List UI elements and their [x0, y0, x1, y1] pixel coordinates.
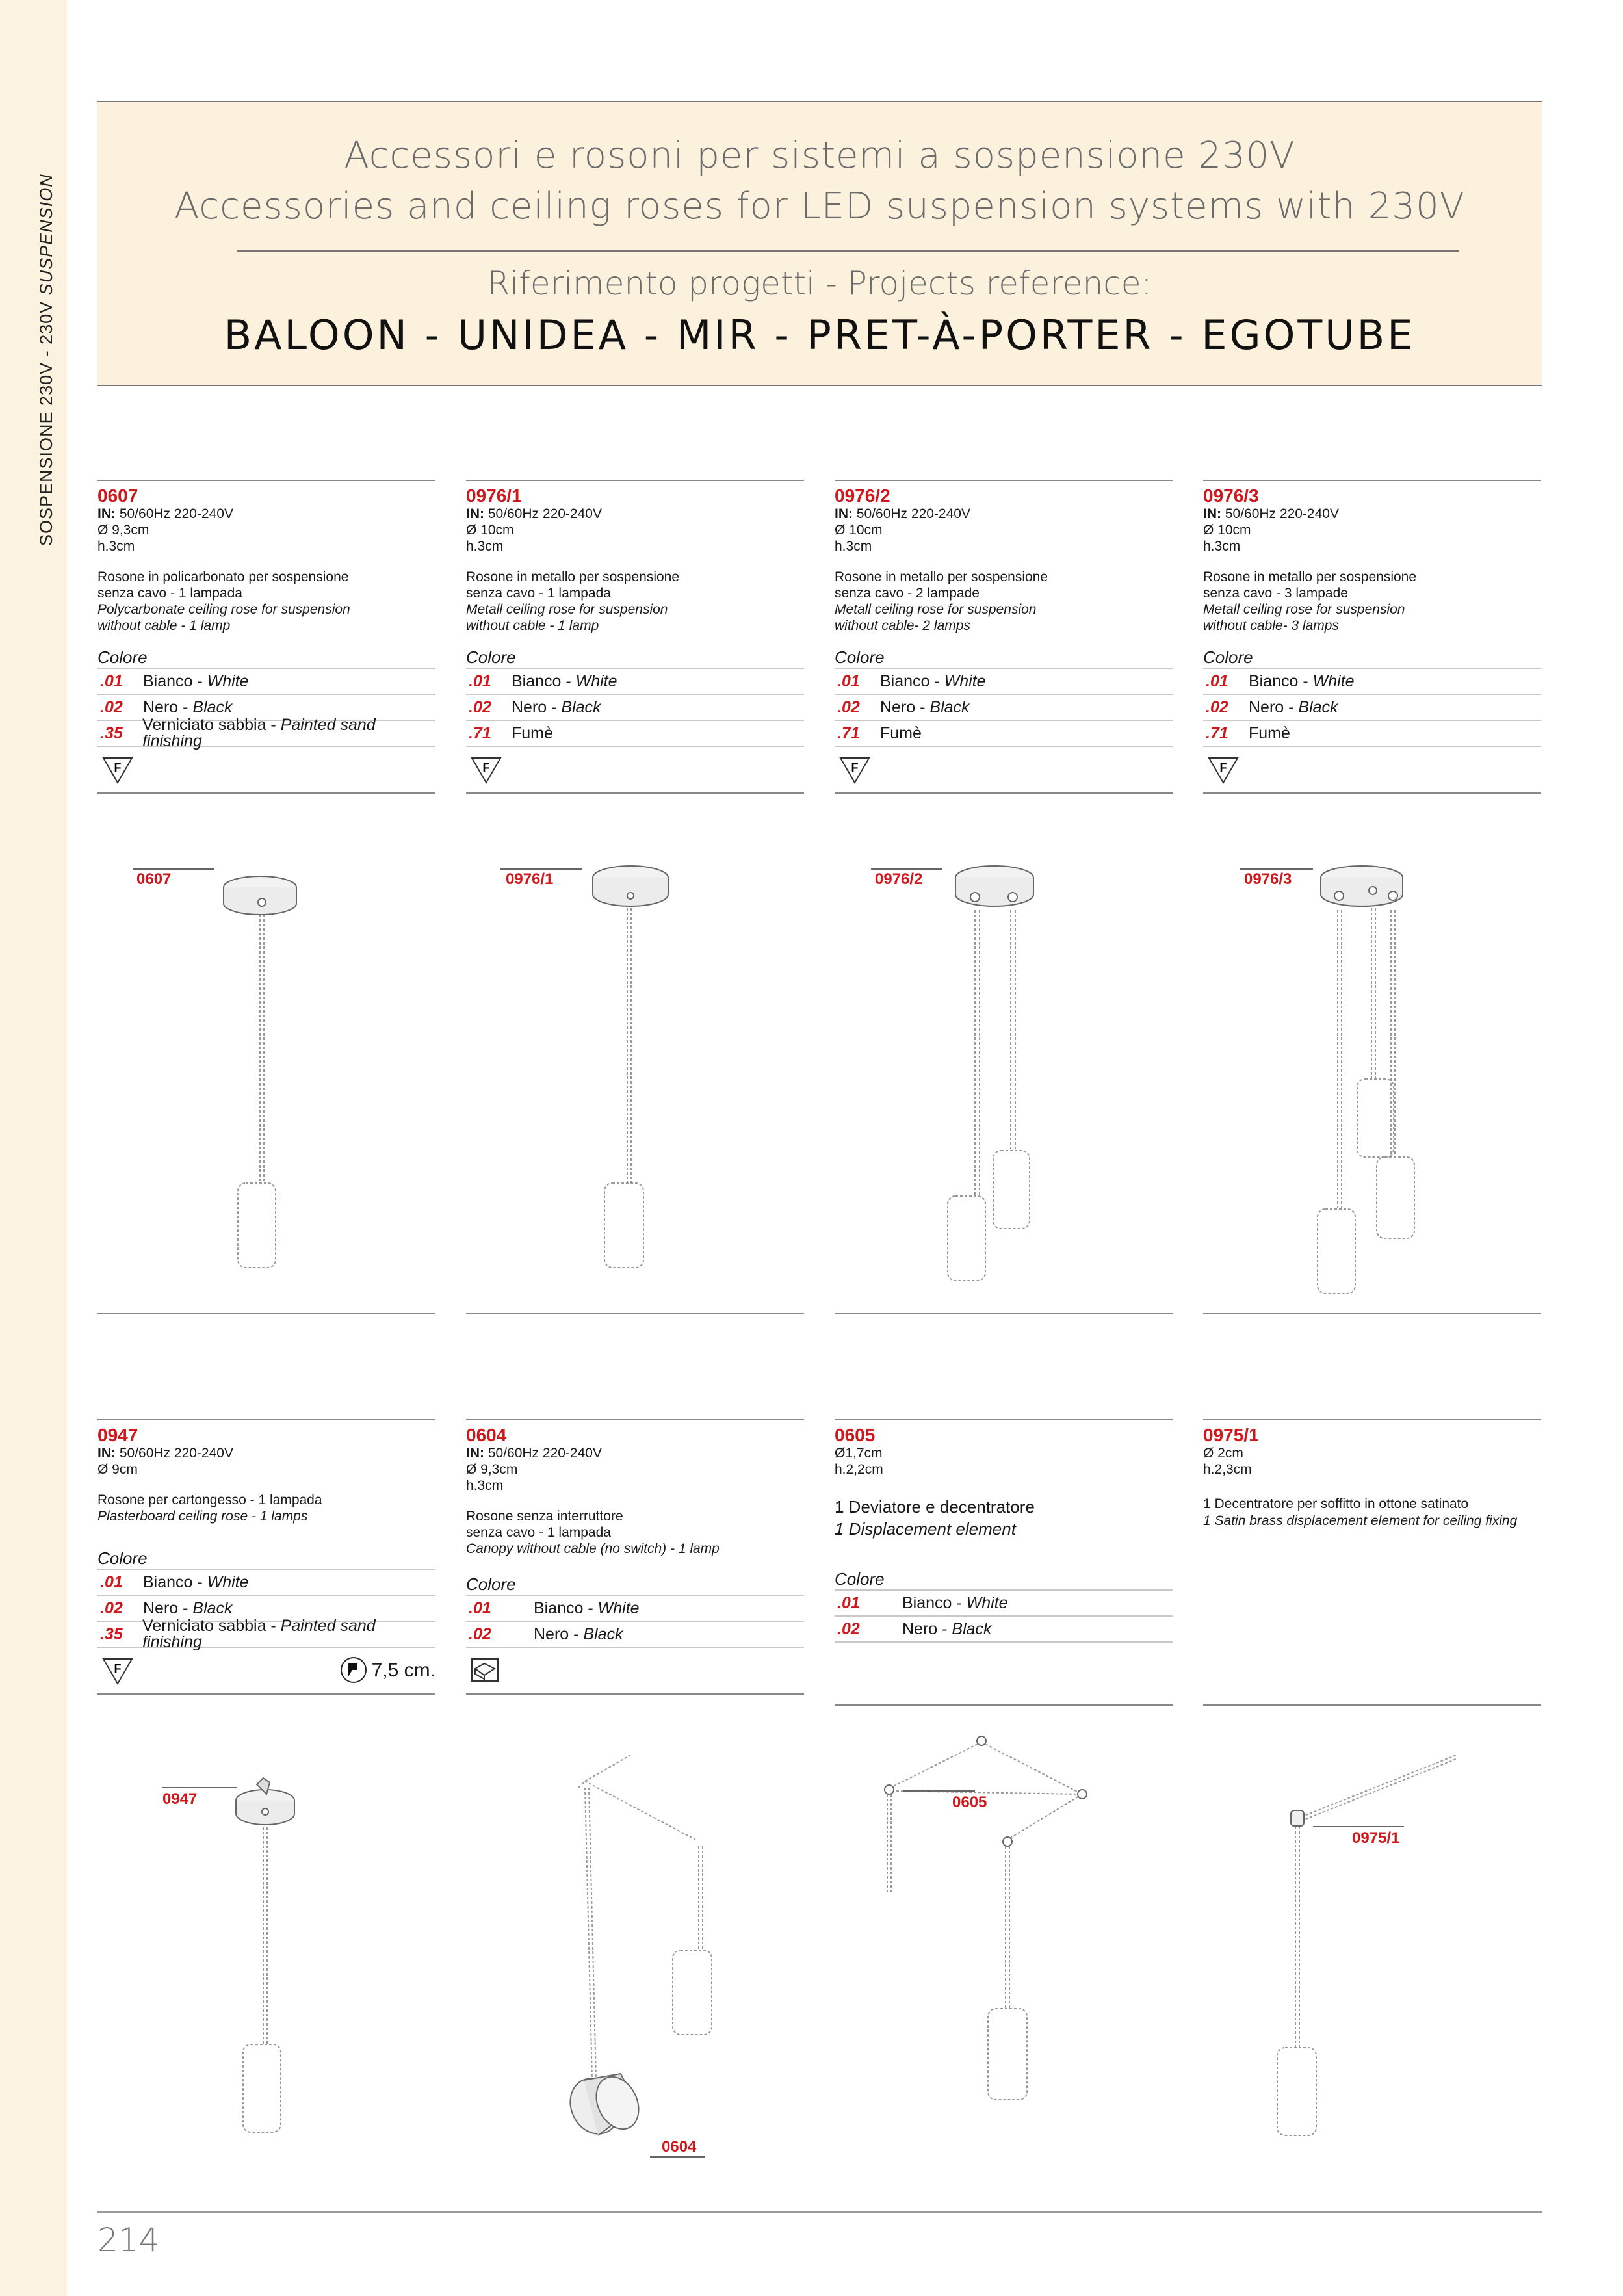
- card-bottom-rule: [466, 1693, 804, 1695]
- product-description: 1 Decentratore per soffitto in ottone satinato 1 Satin brass displacement element for ceiling fixing: [1203, 1496, 1518, 1528]
- product-card-0976-1: [466, 480, 804, 794]
- product-card-0604: [466, 1419, 804, 1695]
- color-row: .02 Nero - Black: [466, 694, 804, 720]
- product-input: IN: 50/60Hz 220-240V: [97, 1446, 233, 1461]
- header-banner: [97, 101, 1542, 386]
- product-input: IN: 50/60Hz 220-240V: [466, 506, 602, 521]
- side-label-italic: SUSPENSION: [36, 174, 56, 296]
- color-table: [466, 668, 804, 747]
- color-row: .02 Nero - Black: [1203, 694, 1541, 720]
- cutout-measure: 7,5 cm.: [339, 1656, 435, 1684]
- color-table: [97, 1569, 435, 1651]
- color-table: [1203, 668, 1541, 747]
- row1-diagrams: [97, 832, 1542, 1326]
- f-mark-icon: [1207, 756, 1240, 785]
- footer-rule: [97, 2211, 1542, 2213]
- colore-label: Colore: [835, 647, 885, 667]
- product-diameter: Ø 9,3cm: [466, 1462, 518, 1477]
- product-code: 0605: [835, 1425, 876, 1445]
- product-height: h.3cm: [97, 539, 135, 554]
- diagram-code: 0976/2: [875, 870, 923, 888]
- colore-label: Colore: [466, 1574, 516, 1594]
- svg-text:F: F: [114, 1662, 122, 1675]
- color-row: .35 Verniciato sabbia - Painted sand finishing: [97, 720, 435, 747]
- product-code: 0976/1: [466, 486, 522, 506]
- diagram-code: 0605: [952, 1794, 987, 1811]
- card-bottom-rule: [97, 1693, 435, 1695]
- row-rule: [1203, 1313, 1541, 1314]
- product-height: h.2,3cm: [1203, 1462, 1252, 1477]
- svg-text:F: F: [1219, 761, 1227, 774]
- card-bottom-rule: [466, 792, 804, 794]
- f-mark-icon: [470, 756, 502, 785]
- box-icon: [470, 1657, 500, 1683]
- color-table: [835, 1589, 1173, 1643]
- color-table: [835, 668, 1173, 747]
- row-rule: [835, 1704, 1173, 1706]
- color-row: .35 Verniciato sabbia - Painted sand finishing: [97, 1621, 435, 1648]
- product-height: h.3cm: [835, 539, 872, 554]
- product-height: h.2,2cm: [835, 1462, 883, 1477]
- product-description: Rosone senza interruttore senza cavo - 1 lampada Canopy without cable (no switch) - 1 lamp: [466, 1509, 720, 1556]
- product-diameter: Ø 9cm: [97, 1462, 138, 1477]
- product-code: 0976/3: [1203, 486, 1259, 506]
- colore-label: Colore: [97, 1548, 148, 1568]
- product-code: 0604: [466, 1425, 507, 1445]
- product-card-0976-2: [835, 480, 1173, 794]
- f-mark-icon: [101, 1657, 134, 1686]
- svg-text:F: F: [482, 761, 490, 774]
- color-row: .01 Bianco - White: [835, 668, 1173, 694]
- row-rule: [835, 1313, 1173, 1314]
- diagram-code: 0947: [162, 1790, 198, 1808]
- colore-label: Colore: [97, 647, 148, 667]
- product-card-0947: [97, 1419, 435, 1695]
- product-height: h.3cm: [466, 1478, 504, 1493]
- product-card-0976-3: [1203, 480, 1541, 794]
- color-table: [466, 1595, 804, 1648]
- color-row: .71 Fumè: [835, 720, 1173, 747]
- product-description: Rosone in metallo per sospensione senza cavo - 1 lampada Metall ceiling rose for suspension without cable - 1 lamp: [466, 569, 680, 633]
- card-bottom-rule: [97, 792, 435, 794]
- product-diameter: Ø 2cm: [1203, 1446, 1243, 1461]
- header-projects: BALOON - UNIDEA - MIR - PRET-À-PORTER - EGOTUBE: [224, 311, 1416, 359]
- product-input: IN: 50/60Hz 220-240V: [1203, 506, 1339, 521]
- diagram-code: 0607: [136, 870, 172, 888]
- header-divider: [237, 250, 1459, 252]
- card-bottom-rule: [1203, 792, 1541, 794]
- product-diameter: Ø1,7cm: [835, 1446, 883, 1461]
- header-title-en: Accessories and ceiling roses for LED suspension systems with 230V: [174, 185, 1465, 228]
- diagram-code: 0604: [662, 2138, 697, 2156]
- product-height: h.3cm: [466, 539, 504, 554]
- product-diameter: Ø 9,3cm: [97, 523, 149, 538]
- diagram-code: 0976/3: [1244, 870, 1292, 888]
- color-table: [97, 668, 435, 750]
- color-row: .01 Bianco - White: [97, 1569, 435, 1595]
- product-code: 0976/2: [835, 486, 890, 506]
- colore-label: Colore: [466, 647, 516, 667]
- colore-label: Colore: [835, 1569, 885, 1589]
- product-description: Rosone in policarbonato per sospensione senza cavo - 1 lampada Polycarbonate ceiling rose for suspension without cable - 1 lamp: [97, 569, 350, 633]
- color-row: .01 Bianco - White: [835, 1589, 1173, 1615]
- product-description: 1 Deviatore e decentratore 1 Displacement element: [835, 1497, 1035, 1539]
- svg-text:F: F: [851, 761, 859, 774]
- product-input: IN: 50/60Hz 220-240V: [466, 1446, 602, 1461]
- color-row: .71 Fumè: [1203, 720, 1541, 747]
- colore-label: Colore: [1203, 647, 1253, 667]
- f-mark-icon: [101, 756, 134, 785]
- product-height: h.3cm: [1203, 539, 1241, 554]
- color-row: .01 Bianco - White: [97, 668, 435, 694]
- row-rule: [466, 1313, 804, 1314]
- product-code: 0975/1: [1203, 1425, 1259, 1445]
- product-code: 0607: [97, 486, 138, 506]
- product-diameter: Ø 10cm: [466, 523, 514, 538]
- product-card-0975-1: [1203, 1419, 1541, 1530]
- color-row: .02 Nero - Black: [97, 694, 435, 720]
- side-label-main: SOSPENSIONE 230V - 230V: [36, 300, 56, 546]
- f-mark-icon: [838, 756, 871, 785]
- diagram-code: 0975/1: [1352, 1829, 1400, 1847]
- product-diameter: Ø 10cm: [835, 523, 883, 538]
- header-reference-label: Riferimento progetti - Projects reference:: [487, 265, 1152, 302]
- color-row: .02 Nero - Black: [466, 1621, 804, 1648]
- color-row: .71 Fumè: [466, 720, 804, 747]
- product-input: IN: 50/60Hz 220-240V: [97, 506, 233, 521]
- row-rule: [97, 1313, 435, 1314]
- cutout-hole-icon: [339, 1656, 368, 1684]
- page-number: 214: [97, 2221, 160, 2259]
- color-row: .01 Bianco - White: [466, 668, 804, 694]
- row2-diagrams: [97, 1723, 1542, 2178]
- product-input: IN: 50/60Hz 220-240V: [835, 506, 970, 521]
- product-description: Rosone in metallo per sospensione senza cavo - 3 lampade Metall ceiling rose for suspension without cable- 3 lamps: [1203, 569, 1417, 633]
- card-bottom-rule: [835, 792, 1173, 794]
- svg-text:F: F: [114, 761, 122, 774]
- color-row: .02 Nero - Black: [835, 1615, 1173, 1643]
- header-title-it: Accessori e rosoni per sistemi a sospensione 230V: [344, 135, 1295, 177]
- color-row: .01 Bianco - White: [1203, 668, 1541, 694]
- color-row: .02 Nero - Black: [835, 694, 1173, 720]
- diagram-code: 0976/1: [506, 870, 554, 888]
- product-diameter: Ø 10cm: [1203, 523, 1251, 538]
- side-label: [0, 0, 78, 2296]
- row-rule: [1203, 1704, 1541, 1706]
- side-text: [36, 174, 57, 546]
- color-row: .02 Nero - Black: [97, 1595, 435, 1621]
- product-description: Rosone per cartongesso - 1 lampada Plasterboard ceiling rose - 1 lamps: [97, 1493, 322, 1524]
- product-code: 0947: [97, 1425, 138, 1445]
- product-card-0607: [97, 480, 435, 794]
- product-description: Rosone in metallo per sospensione senza cavo - 2 lampade Metall ceiling rose for suspension without cable- 2 lamps: [835, 569, 1048, 633]
- color-row: .01 Bianco - White: [466, 1595, 804, 1621]
- product-card-0605: [835, 1419, 1173, 1643]
